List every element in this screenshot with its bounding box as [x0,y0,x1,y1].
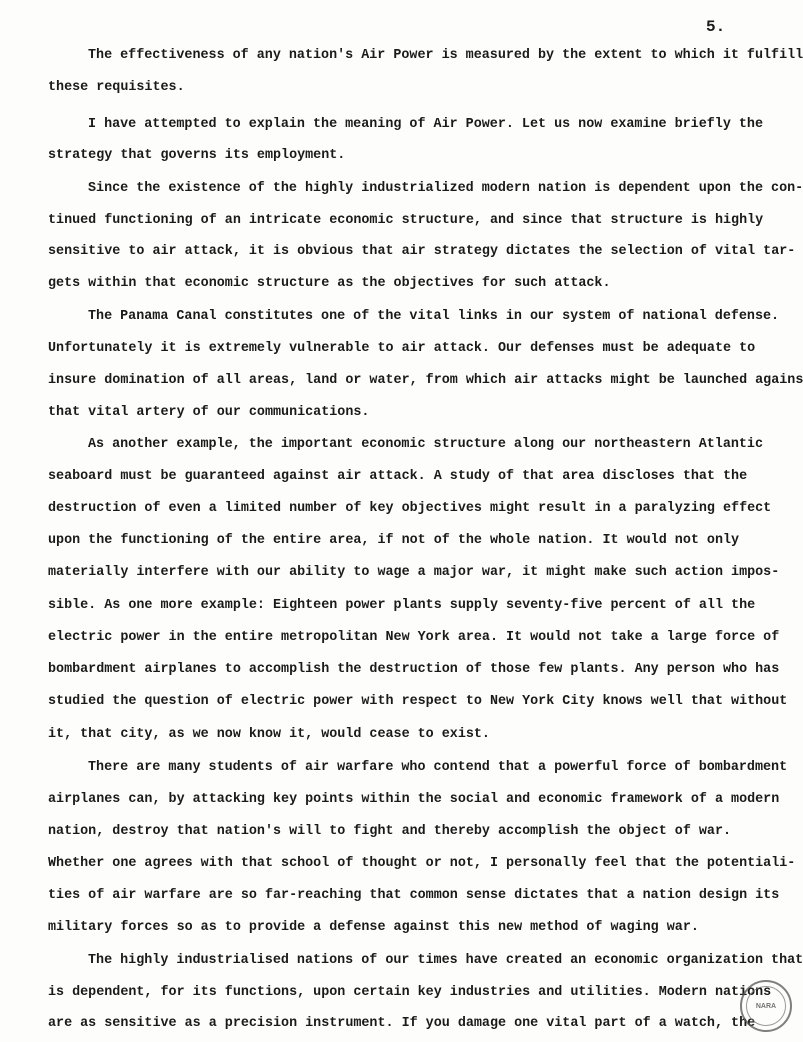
text-line: studied the question of electric power with respect to New York City knows well that without [48,694,788,709]
text-line: these requisites. [48,80,185,95]
text-line: that vital artery of our communications. [48,405,370,420]
text-line: sensitive to air attack, it is obvious that air strategy dictates the selection of vital tar- [48,244,796,259]
text-line: nation, destroy that nation's will to fight and thereby accomplish the object of war. [48,824,732,839]
text-line: There are many students of air warfare who contend that a powerful force of bombardment [88,760,788,775]
text-line: sible. As one more example: Eighteen power plants supply seventy-five percent of all the [48,598,756,613]
text-line: The highly industrialised nations of our times have created an economic organization that [88,953,803,968]
text-line: Since the existence of the highly industrialized modern nation is dependent upon the con- [88,181,803,196]
text-line: The Panama Canal constitutes one of the vital links in our system of national defense. [88,309,780,324]
text-line: As another example, the important economic structure along our northeastern Atlantic [88,437,763,452]
text-line: Whether one agrees with that school of thought or not, I personally feel that the potentiali- [48,856,796,871]
page-number: 5. [706,18,726,36]
text-line: military forces so as to provide a defense against this new method of waging war. [48,920,699,935]
text-line: are as sensitive as a precision instrument. If you damage one vital part of a watch, the [48,1016,756,1031]
stamp-label: NARA [746,986,786,1026]
text-line: insure domination of all areas, land or water, from which air attacks might be launched agains [48,373,803,388]
text-line: tinued functioning of an intricate economic structure, and since that structure is highly [48,213,764,228]
text-line: The effectiveness of any nation's Air Power is measured by the extent to which it fulfill [88,48,803,63]
text-line: it, that city, as we now know it, would cease to exist. [48,727,490,742]
text-line: destruction of even a limited number of key objectives might result in a paralyzing effect [48,501,772,516]
text-line: is dependent, for its functions, upon certain key industries and utilities. Modern nations [48,985,772,1000]
text-line: airplanes can, by attacking key points within the social and economic framework of a modern [48,792,780,807]
text-line: ties of air warfare are so far-reaching that common sense dictates that a nation design its [48,888,780,903]
text-line: bombardment airplanes to accomplish the destruction of those few plants. Any person who has [48,662,780,677]
text-line: materially interfere with our ability to wage a major war, it might make such action impos- [48,565,780,580]
text-line: upon the functioning of the entire area, if not of the whole nation. It would not only [48,533,740,548]
archive-stamp [740,980,792,1032]
text-line: I have attempted to explain the meaning of Air Power. Let us now examine briefly the [88,117,763,132]
text-line: seaboard must be guaranteed against air attack. A study of that area discloses that the [48,469,748,484]
text-line: electric power in the entire metropolitan New York area. It would not take a large force of [48,630,780,645]
text-line: strategy that governs its employment. [48,148,346,163]
text-line: Unfortunately it is extremely vulnerable to air attack. Our defenses must be adequate to [48,341,756,356]
text-line: gets within that economic structure as the objectives for such attack. [48,276,611,291]
